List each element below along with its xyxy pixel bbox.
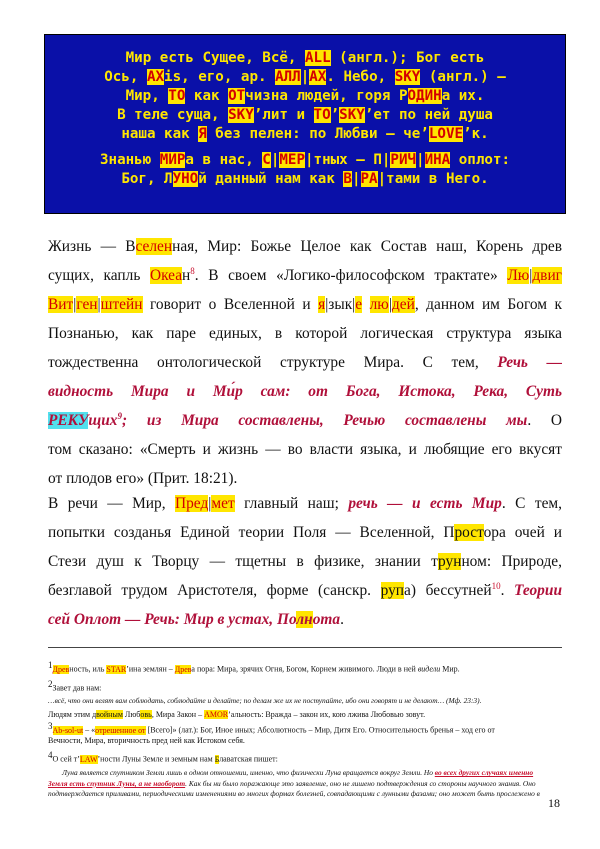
banner-line-5: наша как Я без пелен: по Любви — че’LOVE’к.	[121, 126, 489, 142]
p2-line-2: попытки созданья Единой теории Поля — Вселенной, Простора очей и	[48, 524, 562, 541]
banner-line-4: В теле суща, SKY’лит и ТО’SKY’ет по ней душа	[117, 107, 493, 123]
paragraph-1	[48, 232, 562, 493]
poem-banner	[44, 34, 566, 214]
p1-line-5: тождественна онтологической структуре Мира. С тем, Речь —	[48, 354, 562, 371]
footnote-divider	[48, 647, 562, 648]
p1-line-3: Вит|ген|штейн говорит о Вселенной и я|зык|е лю|дей, данном им Богом к	[48, 296, 562, 313]
page-number: 18	[548, 796, 560, 810]
footnote-2: $^2$Завет дав нам: …всё, что они велят вам соблюдать, соблюдайте и делайте; по делам же их не поступайте, ибо они говорят и не делают… (Мф. 23:3). Людям этим двойным Любовь, Мира Закон – AMOR’альность: Вражда – закон их, кою лжива Любовью зовут.	[48, 679, 482, 719]
p1-line-8: том сказано: «Смерть и жизнь — во власти языка, и любящие его вкусят	[48, 441, 562, 458]
p2-line-1: В речи — Мир, Пред|мет главный наш; речь — и есть Мир. С тем,	[48, 495, 562, 512]
p2-line-5: сей Оплот — Речь: Мир в устах, Полнота.	[48, 611, 344, 628]
p1-line-2: сущих, капль Океан$^8$. В своем «Логико-философском трактате» Лю|двиг	[48, 265, 562, 284]
footnote-3: $^3$Ab-sol-ut – «отрешенное от [Всего]» (лат.): Бог, Иное иных; Абсолютность – Мир, Дитя Его. Относительность бренья – ход его от Вечности, Мира, вторичность пред ней как Истоком себя.	[48, 721, 495, 746]
footnote-ref-10[interactable]: 10	[491, 580, 501, 591]
banner-line-6: Знанью МИРа в нас, С|МЕР|тных — П|РИЧ|ИНА оплот:	[99, 152, 511, 168]
p1-line-9: от плодов его» (Прит. 18:21).	[48, 470, 238, 487]
footnote-4: $^4$О сей т’LAW’ности Луны Земле и земным нам Блаватская пишет: Луна является спутником Земли лишь в одном отношении, именно, что физически Луна вращается вокруг Земли. Но во всех других случаях именно Земля есть спутник Луны, а не наоборот. Как бы ни было поражающе это заявление, оно не лишено подтверждения со стороны научного знания. Оно подтверждается приливами, периодическими изменениями во многих формах болезней, совпадающими с лунными фазами; оно может быть прослежено в	[48, 750, 540, 799]
banner-line-7: Бог, ЛУНОй данный нам как В|РА|тами в Него.	[121, 171, 489, 187]
p2-line-4: безглавой трудом Аристотеля, форме (санскр. рупа) бессутней$^{10}$. Теории	[48, 580, 562, 599]
banner-line-1: Мир есть Сущее, Всё, ALL (англ.); Бог есть	[125, 50, 485, 66]
p1-line-7: РЕКУщих$^9$; из Мира составлены, Речью составлены мы. О	[48, 410, 563, 429]
p2-line-3: Стези душ к Творцу — тщетны в физике, знании трунном: Природе,	[48, 553, 562, 570]
p1-line-1: Жизнь — Вселенная, Мир: Божье Целое как Состав наш, Корень древ	[48, 238, 562, 255]
banner-line-3: Мир, ТО как ОТчизна людей, горя РОДИНа их.	[125, 88, 485, 104]
footnote-1: $^1$Древность, иль STAR’ина землян – Древа пора: Мира, зрячих Огня, Богом, Корнем живимого. Люди в ней видели Мир.	[48, 660, 460, 674]
p1-line-4: Познанью, как паре единых, в которой логическая структура языка	[48, 325, 562, 342]
footnote-ref-9[interactable]: 9	[117, 410, 122, 421]
footnote-ref-8[interactable]: 8	[190, 265, 195, 276]
paragraph-2	[48, 489, 562, 634]
p1-line-6: видность Мира и Ми́р сам: от Бога, Истока, Река, Суть	[48, 383, 562, 400]
banner-line-2: Ось, AXis, его, ар. АЛЛ|АХ. Небо, SKY (англ.) —	[104, 69, 506, 85]
